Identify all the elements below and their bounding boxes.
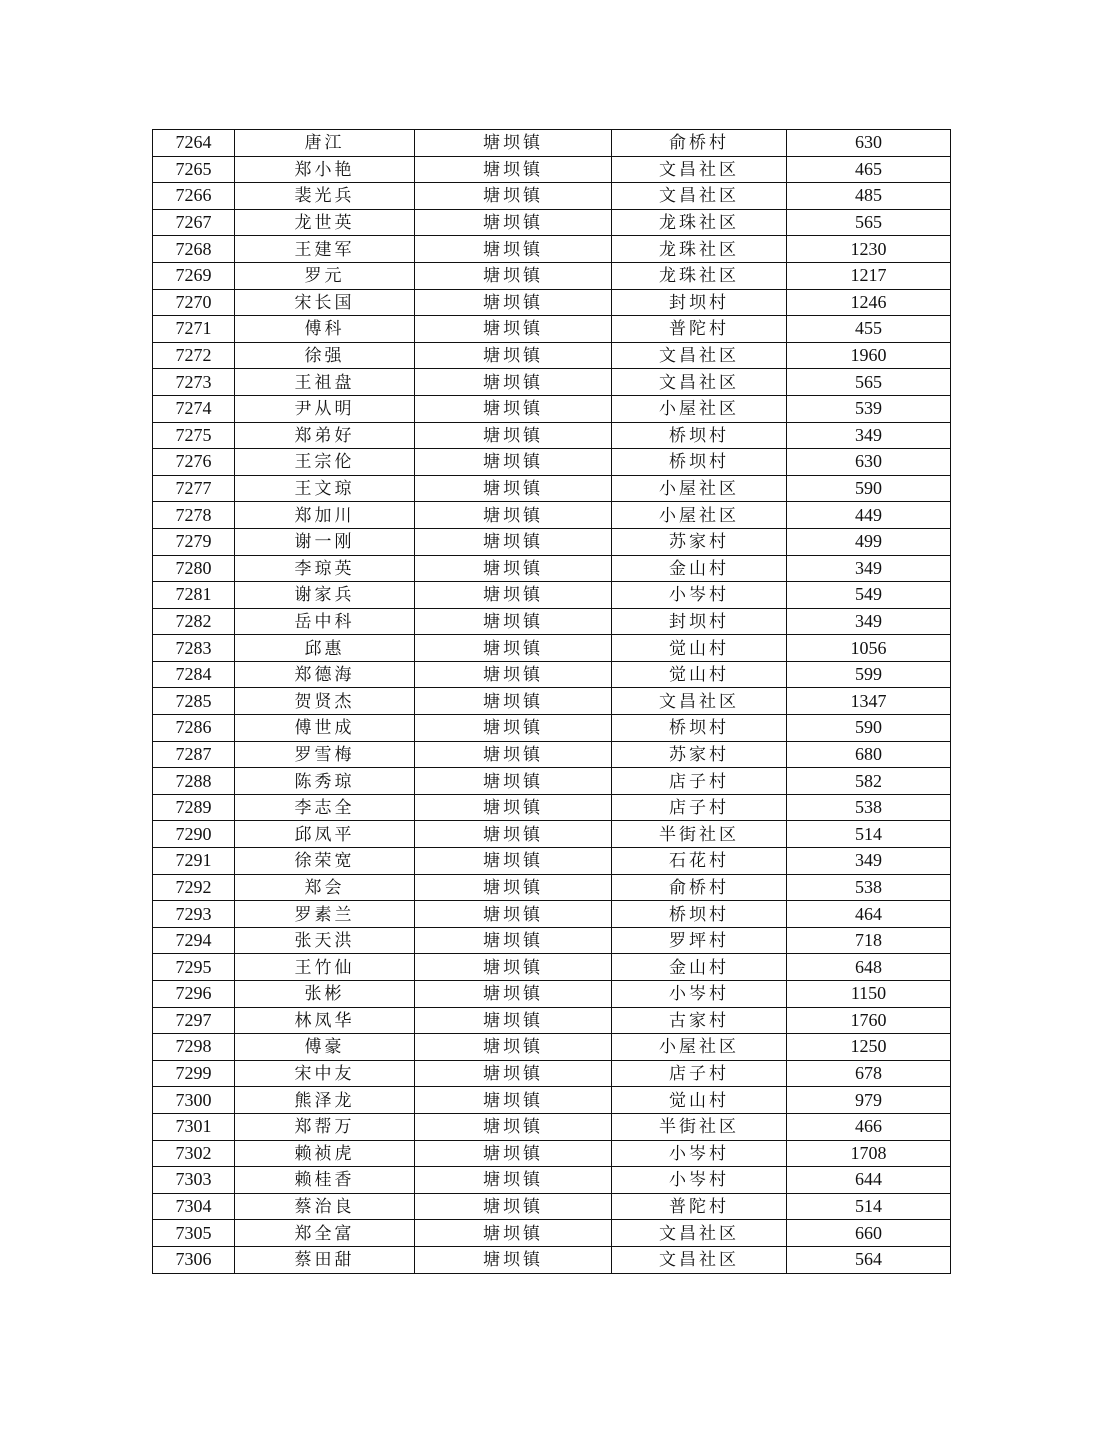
name-cell: 宋中友 bbox=[235, 1060, 415, 1087]
village-cell: 金山村 bbox=[612, 555, 787, 582]
town-cell: 塘坝镇 bbox=[415, 502, 612, 529]
town-cell: 塘坝镇 bbox=[415, 316, 612, 343]
name-cell: 张彬 bbox=[235, 981, 415, 1008]
town-cell: 塘坝镇 bbox=[415, 342, 612, 369]
village-cell: 半街社区 bbox=[612, 1113, 787, 1140]
village-cell: 文昌社区 bbox=[612, 156, 787, 183]
town-cell: 塘坝镇 bbox=[415, 555, 612, 582]
row-number-cell: 7300 bbox=[153, 1087, 235, 1114]
name-cell: 罗元 bbox=[235, 262, 415, 289]
table-row bbox=[153, 475, 951, 502]
table-body bbox=[153, 130, 951, 1274]
table-row bbox=[153, 289, 951, 316]
name-cell: 岳中科 bbox=[235, 608, 415, 635]
town-cell: 塘坝镇 bbox=[415, 661, 612, 688]
name-cell: 贺贤杰 bbox=[235, 688, 415, 715]
name-cell: 傅世成 bbox=[235, 715, 415, 742]
row-number-cell: 7302 bbox=[153, 1140, 235, 1167]
name-cell: 熊泽龙 bbox=[235, 1087, 415, 1114]
amount-cell: 644 bbox=[787, 1167, 951, 1194]
table-row bbox=[153, 1167, 951, 1194]
town-cell: 塘坝镇 bbox=[415, 1140, 612, 1167]
amount-cell: 565 bbox=[787, 209, 951, 236]
town-cell: 塘坝镇 bbox=[415, 927, 612, 954]
amount-cell: 630 bbox=[787, 449, 951, 476]
amount-cell: 1250 bbox=[787, 1034, 951, 1061]
amount-cell: 538 bbox=[787, 874, 951, 901]
row-number-cell: 7296 bbox=[153, 981, 235, 1008]
name-cell: 尹从明 bbox=[235, 395, 415, 422]
table-row bbox=[153, 342, 951, 369]
table-row bbox=[153, 927, 951, 954]
amount-cell: 979 bbox=[787, 1087, 951, 1114]
name-cell: 宋长国 bbox=[235, 289, 415, 316]
town-cell: 塘坝镇 bbox=[415, 1246, 612, 1273]
town-cell: 塘坝镇 bbox=[415, 741, 612, 768]
village-cell: 店子村 bbox=[612, 794, 787, 821]
name-cell: 李志全 bbox=[235, 794, 415, 821]
table-row bbox=[153, 1007, 951, 1034]
village-cell: 小屋社区 bbox=[612, 395, 787, 422]
table-row bbox=[153, 130, 951, 157]
row-number-cell: 7269 bbox=[153, 262, 235, 289]
town-cell: 塘坝镇 bbox=[415, 130, 612, 157]
village-cell: 桥坝村 bbox=[612, 901, 787, 928]
amount-cell: 539 bbox=[787, 395, 951, 422]
village-cell: 封坝村 bbox=[612, 608, 787, 635]
village-cell: 觉山村 bbox=[612, 635, 787, 662]
village-cell: 苏家村 bbox=[612, 741, 787, 768]
amount-cell: 1347 bbox=[787, 688, 951, 715]
table-row bbox=[153, 209, 951, 236]
name-cell: 王宗伦 bbox=[235, 449, 415, 476]
village-cell: 觉山村 bbox=[612, 1087, 787, 1114]
row-number-cell: 7283 bbox=[153, 635, 235, 662]
table-row bbox=[153, 741, 951, 768]
table-row bbox=[153, 1034, 951, 1061]
town-cell: 塘坝镇 bbox=[415, 1007, 612, 1034]
town-cell: 塘坝镇 bbox=[415, 1193, 612, 1220]
town-cell: 塘坝镇 bbox=[415, 369, 612, 396]
row-number-cell: 7297 bbox=[153, 1007, 235, 1034]
village-cell: 小屋社区 bbox=[612, 502, 787, 529]
village-cell: 小岑村 bbox=[612, 981, 787, 1008]
row-number-cell: 7292 bbox=[153, 874, 235, 901]
amount-cell: 464 bbox=[787, 901, 951, 928]
table-row bbox=[153, 874, 951, 901]
village-cell: 俞桥村 bbox=[612, 130, 787, 157]
village-cell: 桥坝村 bbox=[612, 715, 787, 742]
amount-cell: 514 bbox=[787, 1193, 951, 1220]
town-cell: 塘坝镇 bbox=[415, 954, 612, 981]
row-number-cell: 7274 bbox=[153, 395, 235, 422]
amount-cell: 1230 bbox=[787, 236, 951, 263]
town-cell: 塘坝镇 bbox=[415, 156, 612, 183]
name-cell: 邱凤平 bbox=[235, 821, 415, 848]
village-cell: 小岑村 bbox=[612, 582, 787, 609]
table-row bbox=[153, 794, 951, 821]
town-cell: 塘坝镇 bbox=[415, 236, 612, 263]
village-cell: 文昌社区 bbox=[612, 342, 787, 369]
row-number-cell: 7298 bbox=[153, 1034, 235, 1061]
amount-cell: 1708 bbox=[787, 1140, 951, 1167]
table-row bbox=[153, 1220, 951, 1247]
row-number-cell: 7281 bbox=[153, 582, 235, 609]
name-cell: 蔡治良 bbox=[235, 1193, 415, 1220]
amount-cell: 466 bbox=[787, 1113, 951, 1140]
table-row bbox=[153, 715, 951, 742]
village-cell: 古家村 bbox=[612, 1007, 787, 1034]
amount-cell: 349 bbox=[787, 848, 951, 875]
amount-cell: 485 bbox=[787, 183, 951, 210]
table-row bbox=[153, 502, 951, 529]
table-row bbox=[153, 369, 951, 396]
row-number-cell: 7304 bbox=[153, 1193, 235, 1220]
village-cell: 觉山村 bbox=[612, 661, 787, 688]
name-cell: 郑德海 bbox=[235, 661, 415, 688]
town-cell: 塘坝镇 bbox=[415, 183, 612, 210]
amount-cell: 564 bbox=[787, 1246, 951, 1273]
town-cell: 塘坝镇 bbox=[415, 608, 612, 635]
village-cell: 石花村 bbox=[612, 848, 787, 875]
table-row bbox=[153, 954, 951, 981]
row-number-cell: 7276 bbox=[153, 449, 235, 476]
name-cell: 张天洪 bbox=[235, 927, 415, 954]
town-cell: 塘坝镇 bbox=[415, 262, 612, 289]
table-row bbox=[153, 901, 951, 928]
village-cell: 文昌社区 bbox=[612, 1246, 787, 1273]
name-cell: 郑帮万 bbox=[235, 1113, 415, 1140]
row-number-cell: 7294 bbox=[153, 927, 235, 954]
village-cell: 普陀村 bbox=[612, 1193, 787, 1220]
name-cell: 龙世英 bbox=[235, 209, 415, 236]
name-cell: 赖祯虎 bbox=[235, 1140, 415, 1167]
row-number-cell: 7279 bbox=[153, 528, 235, 555]
table-row bbox=[153, 395, 951, 422]
amount-cell: 565 bbox=[787, 369, 951, 396]
village-cell: 文昌社区 bbox=[612, 183, 787, 210]
row-number-cell: 7306 bbox=[153, 1246, 235, 1273]
table-row bbox=[153, 156, 951, 183]
row-number-cell: 7266 bbox=[153, 183, 235, 210]
town-cell: 塘坝镇 bbox=[415, 981, 612, 1008]
name-cell: 王建军 bbox=[235, 236, 415, 263]
row-number-cell: 7290 bbox=[153, 821, 235, 848]
name-cell: 罗素兰 bbox=[235, 901, 415, 928]
amount-cell: 455 bbox=[787, 316, 951, 343]
row-number-cell: 7303 bbox=[153, 1167, 235, 1194]
village-cell: 小岑村 bbox=[612, 1140, 787, 1167]
village-cell: 文昌社区 bbox=[612, 1220, 787, 1247]
row-number-cell: 7305 bbox=[153, 1220, 235, 1247]
row-number-cell: 7301 bbox=[153, 1113, 235, 1140]
table-row bbox=[153, 1060, 951, 1087]
row-number-cell: 7286 bbox=[153, 715, 235, 742]
name-cell: 裴光兵 bbox=[235, 183, 415, 210]
name-cell: 谢家兵 bbox=[235, 582, 415, 609]
table-row bbox=[153, 1246, 951, 1273]
table-row bbox=[153, 1113, 951, 1140]
name-cell: 郑小艳 bbox=[235, 156, 415, 183]
town-cell: 塘坝镇 bbox=[415, 848, 612, 875]
amount-cell: 1760 bbox=[787, 1007, 951, 1034]
name-cell: 王竹仙 bbox=[235, 954, 415, 981]
town-cell: 塘坝镇 bbox=[415, 528, 612, 555]
amount-cell: 1150 bbox=[787, 981, 951, 1008]
town-cell: 塘坝镇 bbox=[415, 1220, 612, 1247]
village-cell: 普陀村 bbox=[612, 316, 787, 343]
row-number-cell: 7299 bbox=[153, 1060, 235, 1087]
name-cell: 李琼英 bbox=[235, 555, 415, 582]
village-cell: 龙珠社区 bbox=[612, 209, 787, 236]
village-cell: 桥坝村 bbox=[612, 422, 787, 449]
row-number-cell: 7285 bbox=[153, 688, 235, 715]
row-number-cell: 7293 bbox=[153, 901, 235, 928]
table-row bbox=[153, 848, 951, 875]
town-cell: 塘坝镇 bbox=[415, 209, 612, 236]
village-cell: 桥坝村 bbox=[612, 449, 787, 476]
row-number-cell: 7282 bbox=[153, 608, 235, 635]
data-table bbox=[152, 129, 951, 1274]
amount-cell: 582 bbox=[787, 768, 951, 795]
table-row bbox=[153, 661, 951, 688]
village-cell: 金山村 bbox=[612, 954, 787, 981]
amount-cell: 590 bbox=[787, 475, 951, 502]
table-row bbox=[153, 555, 951, 582]
town-cell: 塘坝镇 bbox=[415, 1034, 612, 1061]
table-row bbox=[153, 582, 951, 609]
village-cell: 龙珠社区 bbox=[612, 236, 787, 263]
name-cell: 郑全富 bbox=[235, 1220, 415, 1247]
village-cell: 店子村 bbox=[612, 1060, 787, 1087]
row-number-cell: 7270 bbox=[153, 289, 235, 316]
town-cell: 塘坝镇 bbox=[415, 395, 612, 422]
name-cell: 罗雪梅 bbox=[235, 741, 415, 768]
town-cell: 塘坝镇 bbox=[415, 449, 612, 476]
name-cell: 郑加川 bbox=[235, 502, 415, 529]
amount-cell: 660 bbox=[787, 1220, 951, 1247]
table-row bbox=[153, 608, 951, 635]
town-cell: 塘坝镇 bbox=[415, 821, 612, 848]
amount-cell: 590 bbox=[787, 715, 951, 742]
amount-cell: 678 bbox=[787, 1060, 951, 1087]
village-cell: 文昌社区 bbox=[612, 688, 787, 715]
village-cell: 封坝村 bbox=[612, 289, 787, 316]
town-cell: 塘坝镇 bbox=[415, 715, 612, 742]
amount-cell: 349 bbox=[787, 422, 951, 449]
name-cell: 徐荣宽 bbox=[235, 848, 415, 875]
row-number-cell: 7295 bbox=[153, 954, 235, 981]
amount-cell: 648 bbox=[787, 954, 951, 981]
amount-cell: 538 bbox=[787, 794, 951, 821]
table-row bbox=[153, 1140, 951, 1167]
table-row bbox=[153, 821, 951, 848]
amount-cell: 1056 bbox=[787, 635, 951, 662]
town-cell: 塘坝镇 bbox=[415, 874, 612, 901]
village-cell: 店子村 bbox=[612, 768, 787, 795]
town-cell: 塘坝镇 bbox=[415, 422, 612, 449]
village-cell: 罗坪村 bbox=[612, 927, 787, 954]
table-row bbox=[153, 635, 951, 662]
row-number-cell: 7284 bbox=[153, 661, 235, 688]
amount-cell: 499 bbox=[787, 528, 951, 555]
table-row bbox=[153, 1193, 951, 1220]
name-cell: 唐江 bbox=[235, 130, 415, 157]
name-cell: 王祖盘 bbox=[235, 369, 415, 396]
name-cell: 徐强 bbox=[235, 342, 415, 369]
table-row bbox=[153, 236, 951, 263]
town-cell: 塘坝镇 bbox=[415, 688, 612, 715]
village-cell: 小屋社区 bbox=[612, 1034, 787, 1061]
amount-cell: 1217 bbox=[787, 262, 951, 289]
table-row bbox=[153, 688, 951, 715]
village-cell: 龙珠社区 bbox=[612, 262, 787, 289]
row-number-cell: 7277 bbox=[153, 475, 235, 502]
village-cell: 小岑村 bbox=[612, 1167, 787, 1194]
name-cell: 傅豪 bbox=[235, 1034, 415, 1061]
table-row bbox=[153, 422, 951, 449]
row-number-cell: 7289 bbox=[153, 794, 235, 821]
town-cell: 塘坝镇 bbox=[415, 289, 612, 316]
town-cell: 塘坝镇 bbox=[415, 1167, 612, 1194]
row-number-cell: 7288 bbox=[153, 768, 235, 795]
table-row bbox=[153, 981, 951, 1008]
table-row bbox=[153, 528, 951, 555]
village-cell: 文昌社区 bbox=[612, 369, 787, 396]
table-row bbox=[153, 262, 951, 289]
village-cell: 半街社区 bbox=[612, 821, 787, 848]
amount-cell: 718 bbox=[787, 927, 951, 954]
amount-cell: 449 bbox=[787, 502, 951, 529]
amount-cell: 549 bbox=[787, 582, 951, 609]
village-cell: 苏家村 bbox=[612, 528, 787, 555]
amount-cell: 1246 bbox=[787, 289, 951, 316]
amount-cell: 349 bbox=[787, 555, 951, 582]
row-number-cell: 7265 bbox=[153, 156, 235, 183]
name-cell: 陈秀琼 bbox=[235, 768, 415, 795]
village-cell: 俞桥村 bbox=[612, 874, 787, 901]
row-number-cell: 7278 bbox=[153, 502, 235, 529]
row-number-cell: 7291 bbox=[153, 848, 235, 875]
table-row bbox=[153, 316, 951, 343]
name-cell: 谢一刚 bbox=[235, 528, 415, 555]
town-cell: 塘坝镇 bbox=[415, 1060, 612, 1087]
row-number-cell: 7271 bbox=[153, 316, 235, 343]
row-number-cell: 7267 bbox=[153, 209, 235, 236]
amount-cell: 680 bbox=[787, 741, 951, 768]
town-cell: 塘坝镇 bbox=[415, 635, 612, 662]
town-cell: 塘坝镇 bbox=[415, 768, 612, 795]
row-number-cell: 7272 bbox=[153, 342, 235, 369]
row-number-cell: 7273 bbox=[153, 369, 235, 396]
amount-cell: 599 bbox=[787, 661, 951, 688]
name-cell: 邱惠 bbox=[235, 635, 415, 662]
row-number-cell: 7275 bbox=[153, 422, 235, 449]
name-cell: 蔡田甜 bbox=[235, 1246, 415, 1273]
table-row bbox=[153, 1087, 951, 1114]
name-cell: 赖桂香 bbox=[235, 1167, 415, 1194]
table-row bbox=[153, 183, 951, 210]
town-cell: 塘坝镇 bbox=[415, 794, 612, 821]
name-cell: 郑弟好 bbox=[235, 422, 415, 449]
table-row bbox=[153, 449, 951, 476]
table-row bbox=[153, 768, 951, 795]
town-cell: 塘坝镇 bbox=[415, 582, 612, 609]
name-cell: 林凤华 bbox=[235, 1007, 415, 1034]
row-number-cell: 7280 bbox=[153, 555, 235, 582]
amount-cell: 1960 bbox=[787, 342, 951, 369]
amount-cell: 514 bbox=[787, 821, 951, 848]
amount-cell: 630 bbox=[787, 130, 951, 157]
town-cell: 塘坝镇 bbox=[415, 1087, 612, 1114]
row-number-cell: 7264 bbox=[153, 130, 235, 157]
name-cell: 傅科 bbox=[235, 316, 415, 343]
row-number-cell: 7287 bbox=[153, 741, 235, 768]
town-cell: 塘坝镇 bbox=[415, 1113, 612, 1140]
village-cell: 小屋社区 bbox=[612, 475, 787, 502]
name-cell: 郑会 bbox=[235, 874, 415, 901]
amount-cell: 349 bbox=[787, 608, 951, 635]
name-cell: 王文琼 bbox=[235, 475, 415, 502]
town-cell: 塘坝镇 bbox=[415, 901, 612, 928]
town-cell: 塘坝镇 bbox=[415, 475, 612, 502]
row-number-cell: 7268 bbox=[153, 236, 235, 263]
amount-cell: 465 bbox=[787, 156, 951, 183]
